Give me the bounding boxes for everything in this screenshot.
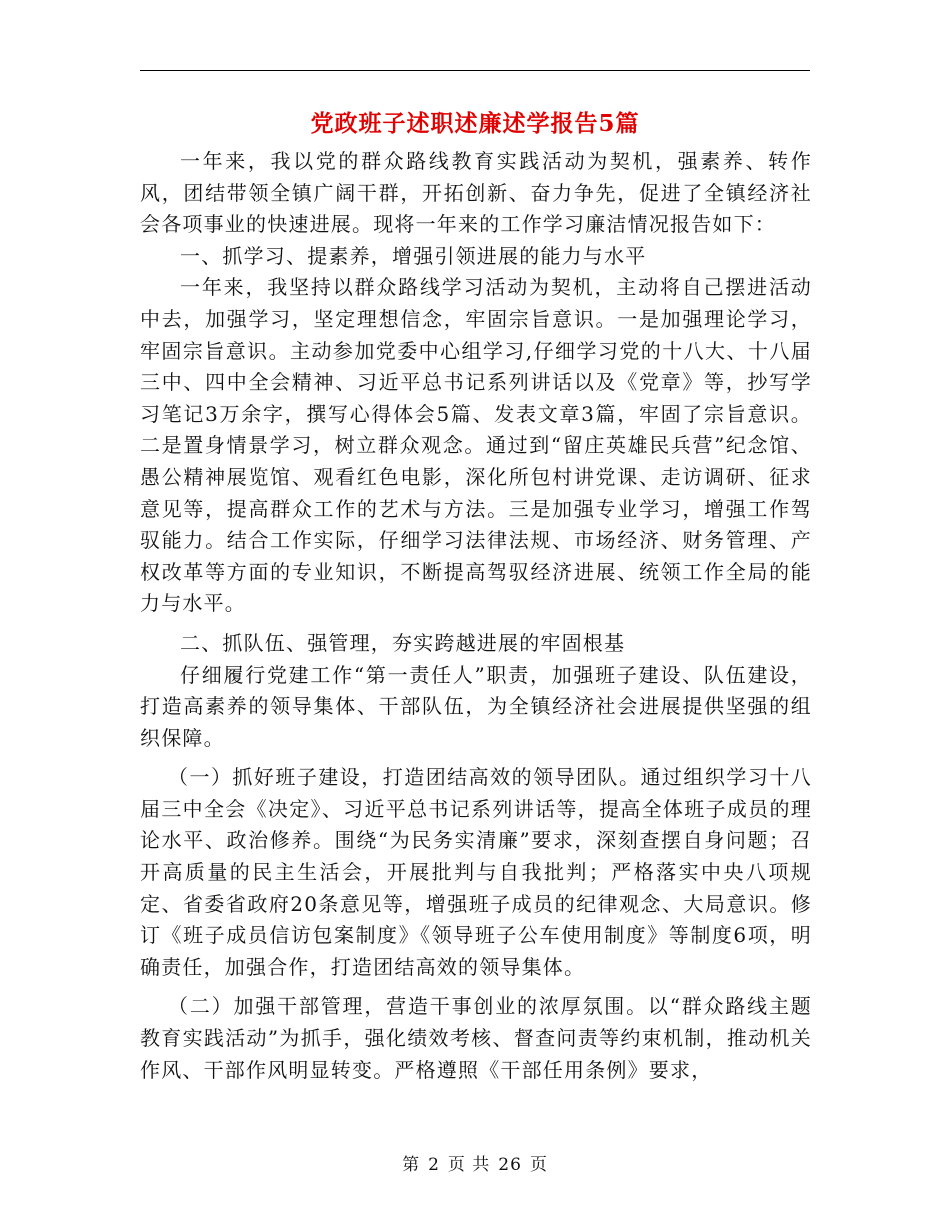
paragraph-section-2: 仔细履行党建工作“第一责任人”职责，加强班子建设、队伍建设，打造高素养的领导集体、干部队伍，为全镇经济社会进展提供坚强的组织保障。 — [140, 662, 812, 750]
paragraph-subsection-1: （一）抓好班子建设，打造团结高效的领导团队。通过组织学习十八届三中全会《决定》、习近平总书记系列讲话等，提高全体班子成员的理论水平、政治修养。围绕“为民务实清廉”要求，深刻查摆自身问题；召开高质量的民主生活会，开展批判与自我批判；严格落实中央八项规定、省委省政府20条意见等，增强班子成员的纪律观念、大局意识。修订《班子成员信访包案制度》《领导班子公车使用制度》等制度6项，明确责任，加强合作，打造团结高效的领导集体。 — [140, 765, 812, 979]
header-rule — [140, 70, 810, 71]
section-heading-1: 一、抓学习、提素养，增强引领进展的能力与水平 — [180, 243, 647, 268]
paragraph-intro: 一年来，我以党的群众路线教育实践活动为契机，强素养、转作风，团结带领全镇广阔干群，开拓创新、奋力争先，促进了全镇经济社会各项事业的快速进展。现将一年来的工作学习廉洁情况报告如下： — [140, 149, 812, 237]
paragraph-subsection-2: （二）加强干部管理，营造干事创业的浓厚氛围。以“群众路线主题教育实践活动”为抓手，强化绩效考核、督查问责等约束机制，推动机关作风、干部作风明显转变。严格遵照《干部任用条例》要求， — [140, 994, 812, 1082]
total-page-count: 26 — [498, 1155, 522, 1175]
footer-middle: 页 共 — [447, 1155, 491, 1175]
paragraph-section-1: 一年来，我坚持以群众路线学习活动为契机，主动将自己摆进活动中去，加强学习，坚定理想信念，牢固宗旨意识。一是加强理论学习，牢固宗旨意识。主动参加党委中心组学习,仔细学习党的十八大、十八届三中、四中全会精神、习近平总书记系列讲话以及《党章》等，抄写学习笔记3万余字，撰写心得体会5篇、发表文章3篇，牢固了宗旨意识。二是置身情景学习，树立群众观念。通过到“留庄英雄民兵营”纪念馆、愚公精神展览馆、观看红色电影，深化所包村讲党课、走访调研、征求意见等，提高群众工作的艺术与方法。三是加强专业学习，增强工作驾驭能力。结合工作实际，仔细学习法律法规、市场经济、财务管理、产权改革等方面的专业知识，不断提高驾驭经济进展、统领工作全局的能力与水平。 — [140, 275, 812, 616]
footer-prefix: 第 — [402, 1155, 421, 1175]
document-body — [140, 146, 812, 1086]
page-footer — [0, 1153, 950, 1177]
document-title: 党政班子述职述廉述学报告5篇 — [310, 110, 640, 137]
current-page-number: 2 — [428, 1155, 440, 1175]
section-heading-2: 二、抓队伍、强管理，夯实跨越进展的牢固根基 — [180, 630, 626, 655]
footer-suffix: 页 — [529, 1155, 548, 1175]
